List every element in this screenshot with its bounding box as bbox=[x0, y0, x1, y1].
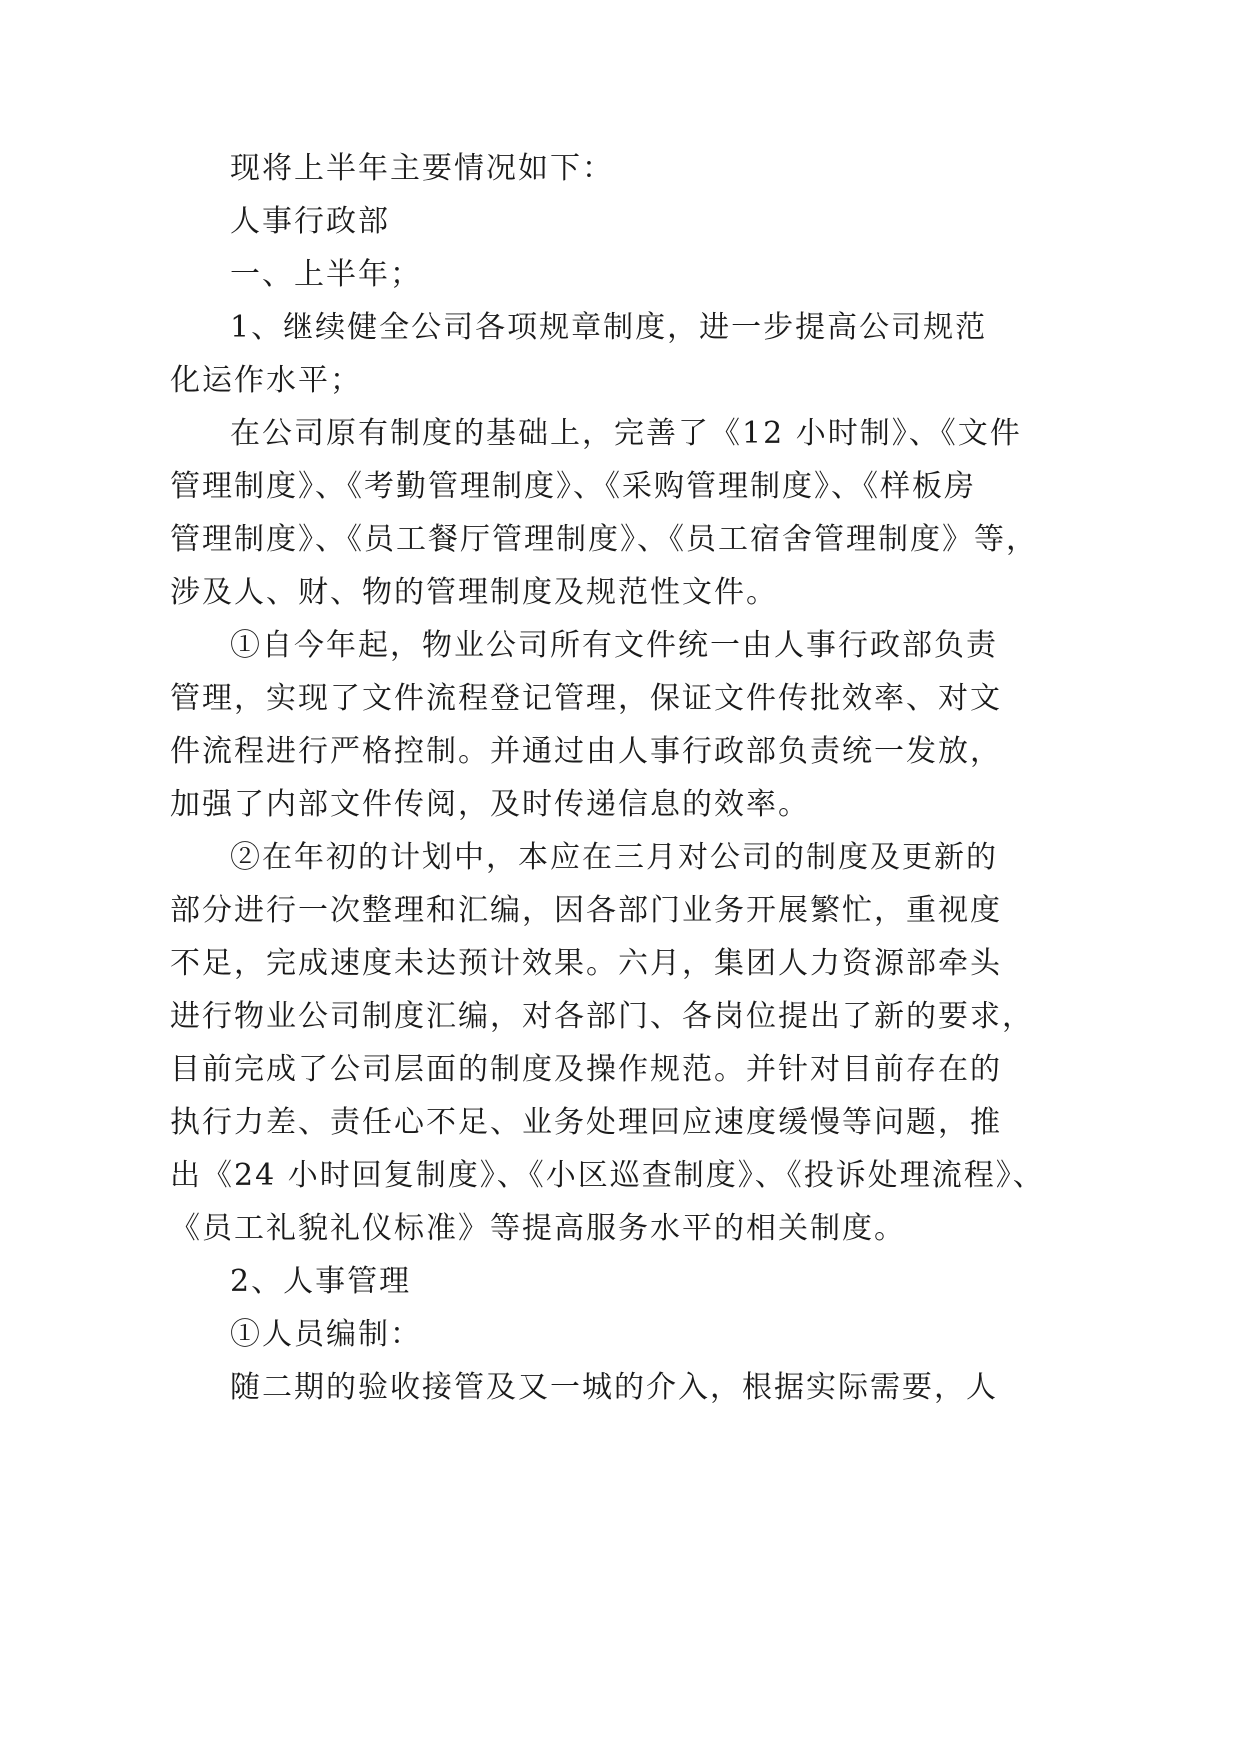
text-line: ②在年初的计划中，本应在三月对公司的制度及更新的 bbox=[230, 840, 998, 875]
text-line: 《员工礼貌礼仪标准》等提高服务水平的相关制度。 bbox=[170, 1211, 906, 1246]
text-line: 化运作水平； bbox=[170, 363, 362, 398]
text-line: 涉及人、财、物的管理制度及规范性文件。 bbox=[170, 575, 778, 610]
text-line: ①人员编制： bbox=[230, 1317, 422, 1352]
section-heading: 人事行政部 bbox=[230, 204, 390, 239]
text-line: 部分进行一次整理和汇编，因各部门业务开展繁忙，重视度 bbox=[170, 893, 1002, 928]
text-line: 出《24 小时回复制度》、《小区巡查制度》、《投诉处理流程》、 bbox=[170, 1158, 1045, 1193]
text-line: 执行力差、责任心不足、业务处理回应速度缓慢等问题，推 bbox=[170, 1105, 1002, 1140]
text-line: 目前完成了公司层面的制度及操作规范。并针对目前存在的 bbox=[170, 1052, 1002, 1087]
text-line: 管理制度》、《考勤管理制度》、《采购管理制度》、《样板房 bbox=[170, 469, 976, 504]
text-line: ①自今年起，物业公司所有文件统一由人事行政部负责 bbox=[230, 628, 998, 663]
text-line: 管理，实现了文件流程登记管理，保证文件传批效率、对文 bbox=[170, 681, 1002, 716]
text-line: 随二期的验收接管及又一城的介入，根据实际需要，人 bbox=[230, 1370, 998, 1405]
text-line: 进行物业公司制度汇编，对各部门、各岗位提出了新的要求， bbox=[170, 999, 1034, 1034]
subsection-heading: 一、上半年； bbox=[230, 257, 422, 292]
subsection-heading: 2、人事管理 bbox=[230, 1264, 412, 1299]
text-line: 件流程进行严格控制。并通过由人事行政部负责统一发放， bbox=[170, 734, 1002, 769]
text-line: 管理制度》、《员工餐厅管理制度》、《员工宿舍管理制度》等， bbox=[170, 522, 1038, 557]
text-line: 不足，完成速度未达预计效果。六月，集团人力资源部牵头 bbox=[170, 946, 1002, 981]
text-line: 加强了内部文件传阅，及时传递信息的效率。 bbox=[170, 787, 810, 822]
text-line: 在公司原有制度的基础上，完善了《12 小时制》、《文件 bbox=[230, 416, 1022, 451]
text-line: 1、继续健全公司各项规章制度，进一步提高公司规范 bbox=[230, 310, 988, 345]
text-line: 现将上半年主要情况如下： bbox=[230, 151, 614, 186]
